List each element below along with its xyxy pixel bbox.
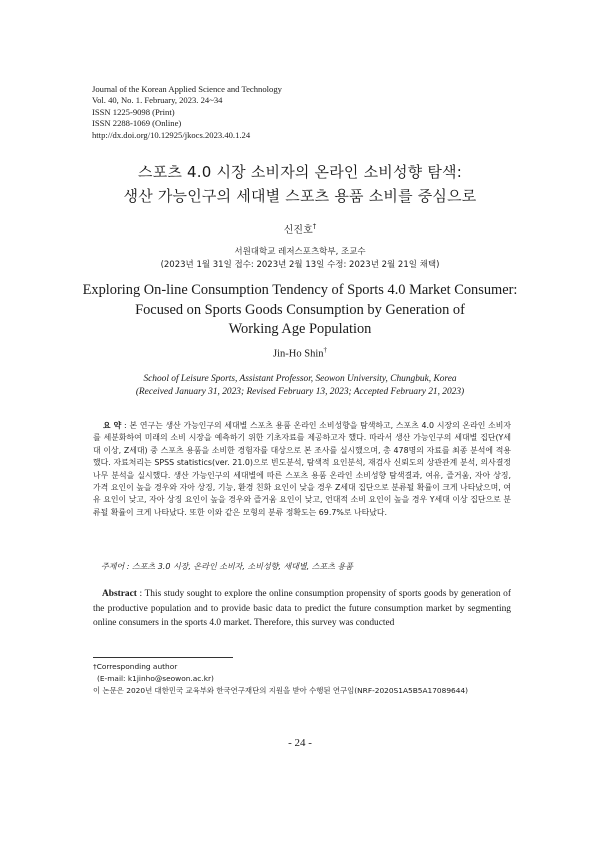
corresponding-author-note: †Corresponding author [93,662,178,671]
abstract-korean-text: : 본 연구는 생산 가능인구의 세대별 스포츠 용품 온라인 소비성향을 탐색하고, 스포츠 4.0 시장의 온라인 소비자를 세분화하여 미래의 소비 시장을 예측하기 위한 기초자료를 제공하고자 했다. 따라서 생산 가능인구의 세대별 집단(Y세대 이상, Z세대) 중 스포츠 용품을 소비한 경험자를 대상으로 본 조사를 실시했으며, 총 478명의 자료를 최종 분석에 적용했다. 자료처리는 SPSS statistics(ver. 21.0)으로 빈도분석, 탐색적 요인분석, 재검사 신뢰도의 상관관계 분석, 의사결정 나무 분석을 실시했다. 생산 가능인구의 세대별에 따른 스포츠 용품 온라인 소비성향 탐색결과, 여유, 즐거움, 자아 상징, 가격 요인이 높을 경우와 자아 상징, 기능, 환경 친화 요인이 낮을 경우 Z세대 집단으로 분류될 확률이 크게 나타났으며, 여유 요인이 낮고, 자아 상징 요인이 높을 경우와 즐거움 요인이 낮고, 언대적 소비 요인이 높을 경우 Y세대 이상 집단으로 분류될 확률이 크게 나타났다. 또한 이와 같은 모형의 분류 정확도는 69.7%로 나타났다. [93,421,511,517]
author-korean-name: 신진호 [283,225,313,236]
title-english-line-2: Focused on Sports Goods Consumption by Generation of [135,301,465,318]
page-number: - 24 - [288,737,312,749]
author-english [0,346,600,360]
funding-note: 이 논문은 2020년 대한민국 교육부와 한국연구재단의 지원을 받아 수행된 연구임(NRF-2020S1A5B5A17089644) [93,686,469,696]
affiliation-english [0,373,600,400]
journal-volume: Vol. 40, No. 1. February, 2023. 24~34 [92,95,223,106]
title-english-line-1: Exploring On-line Consumption Tendency of Sports 4.0 Market Consumer: [82,282,518,298]
title-korean [0,160,600,208]
issn-online: ISSN 2288-1069 (Online) [92,118,182,129]
journal-info [92,84,282,141]
author-korean [0,221,600,236]
author-english-name: Jin-Ho Shin [273,348,324,360]
abstract-korean [93,420,511,519]
corresponding-email: (E-mail: k1jinho@seowon.ac.kr) [97,674,214,684]
abstract-korean-label: 요 약 [103,421,122,430]
title-english-line-3: Working Age Population [228,321,372,337]
abstract-english-label: Abstract [102,589,137,599]
abstract-english [93,587,511,631]
footnotes [93,661,513,698]
dagger-mark: † [312,222,317,231]
affiliation-korean-line-1: 서원대학교 레저스포츠학부, 조교수 [234,247,366,257]
dagger-mark: † [323,346,327,354]
abstract-english-text: : This study sought to explore the online consumption propensity of sports goods by generation of the productive population and to provide basic data to predict the future consumption market by segmenting online consumers in the sports 4.0 market. Therefore, this survey was conducted [93,589,511,629]
title-korean-line-2: 생산 가능인구의 세대별 스포츠 용품 소비를 중심으로 [123,187,477,205]
title-english [0,281,600,340]
doi-link[interactable]: http://dx.doi.org/10.12925/jkocs.2023.40.1.24 [92,129,251,140]
footnote-divider [93,657,233,658]
journal-name: Journal of the Korean Applied Science and Technology [92,84,282,94]
issn-print: ISSN 1225-9098 (Print) [92,106,175,117]
keywords-korean: 주제어 : 스포츠 3.0 시장, 온라인 소비자, 소비성향, 세대별, 스포츠 용품 [101,562,353,571]
affiliation-english-line-1: School of Leisure Sports, Assistant Professor, Seowon University, Chungbuk, Korea [143,374,457,384]
affiliation-korean-dates: (2023년 1월 31일 접수: 2023년 2월 13일 수정: 2023년 2월 21일 채택) [160,260,440,270]
affiliation-korean [0,246,600,272]
title-korean-line-1: 스포츠 4.0 시장 소비자의 온라인 소비성향 탐색: [138,163,462,181]
affiliation-english-dates: (Received January 31, 2023; Revised February 13, 2023; Accepted February 21, 2023) [135,387,465,398]
